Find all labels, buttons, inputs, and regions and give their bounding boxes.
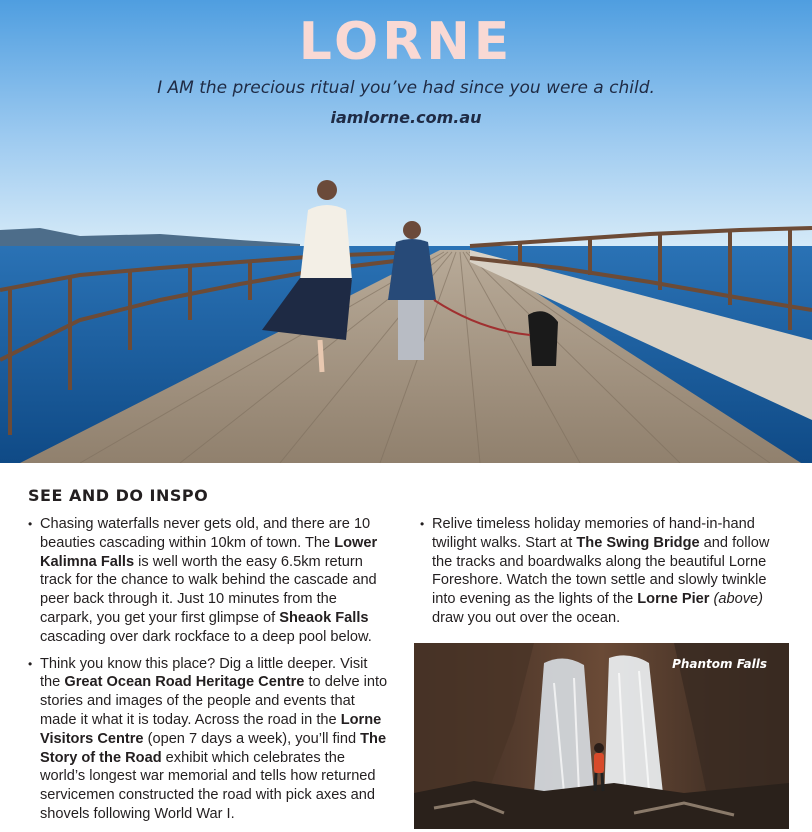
highlight: Great Ocean Road Heritage Centre <box>64 674 305 691</box>
inspo-list-right <box>420 515 792 636</box>
highlight: Lorne Visitors Centre <box>40 711 382 747</box>
reference-note: (above) <box>713 591 763 608</box>
highlight: Lorne Pier <box>637 591 710 608</box>
photo-caption: Phantom Falls <box>672 657 767 671</box>
list-item: • Chasing waterfalls never gets old, and there are 10 beauties cascading within 10km of town. The Lower Kalimna Falls is well worth the easy 6.5km return track for the chance to walk behind the cascade and peer back through it. Just 10 minutes from the carpark, you get your first glimpse of Sheaok Falls cascading over dark rockface to a deep pool below. <box>28 515 390 647</box>
website-link[interactable]: iamlorne.com.au <box>330 108 482 127</box>
waterfall-photo <box>414 643 789 829</box>
list-item: • Relive timeless holiday memories of hand-in-hand twilight walks. Start at The Swing Bridge and follow the tracks and boardwalks along the beautiful Lorne Foreshore. Watch the town settle and slowly twinkle into evening as the lights of the Lorne Pier (above) draw you out over the ocean. <box>420 515 792 628</box>
page-title: LORNE <box>298 12 514 72</box>
inspo-list-left <box>28 515 390 832</box>
highlight: The Story of the Road <box>40 730 387 766</box>
list-item: • Think you know this place? Dig a little deeper. Visit the Great Ocean Road Heritage Centre to delve into stories and images of the people and events that made it what it is today. Across the road in the Lorne Visitors Centre (open 7 days a week), you’ll find The Story of the Road exhibit which celebrates the world’s longest war memorial and tells how returned servicemen constructed the road with pick axes and shovels following World War I. <box>28 655 390 824</box>
highlight: Sheaok Falls <box>279 609 369 626</box>
section-heading: SEE AND DO INSPO <box>28 486 209 505</box>
highlight: Lower Kalimna Falls <box>40 534 378 570</box>
highlight: The Swing Bridge <box>576 534 700 551</box>
tagline: I AM the precious ritual you’ve had since you were a child. <box>157 78 655 98</box>
